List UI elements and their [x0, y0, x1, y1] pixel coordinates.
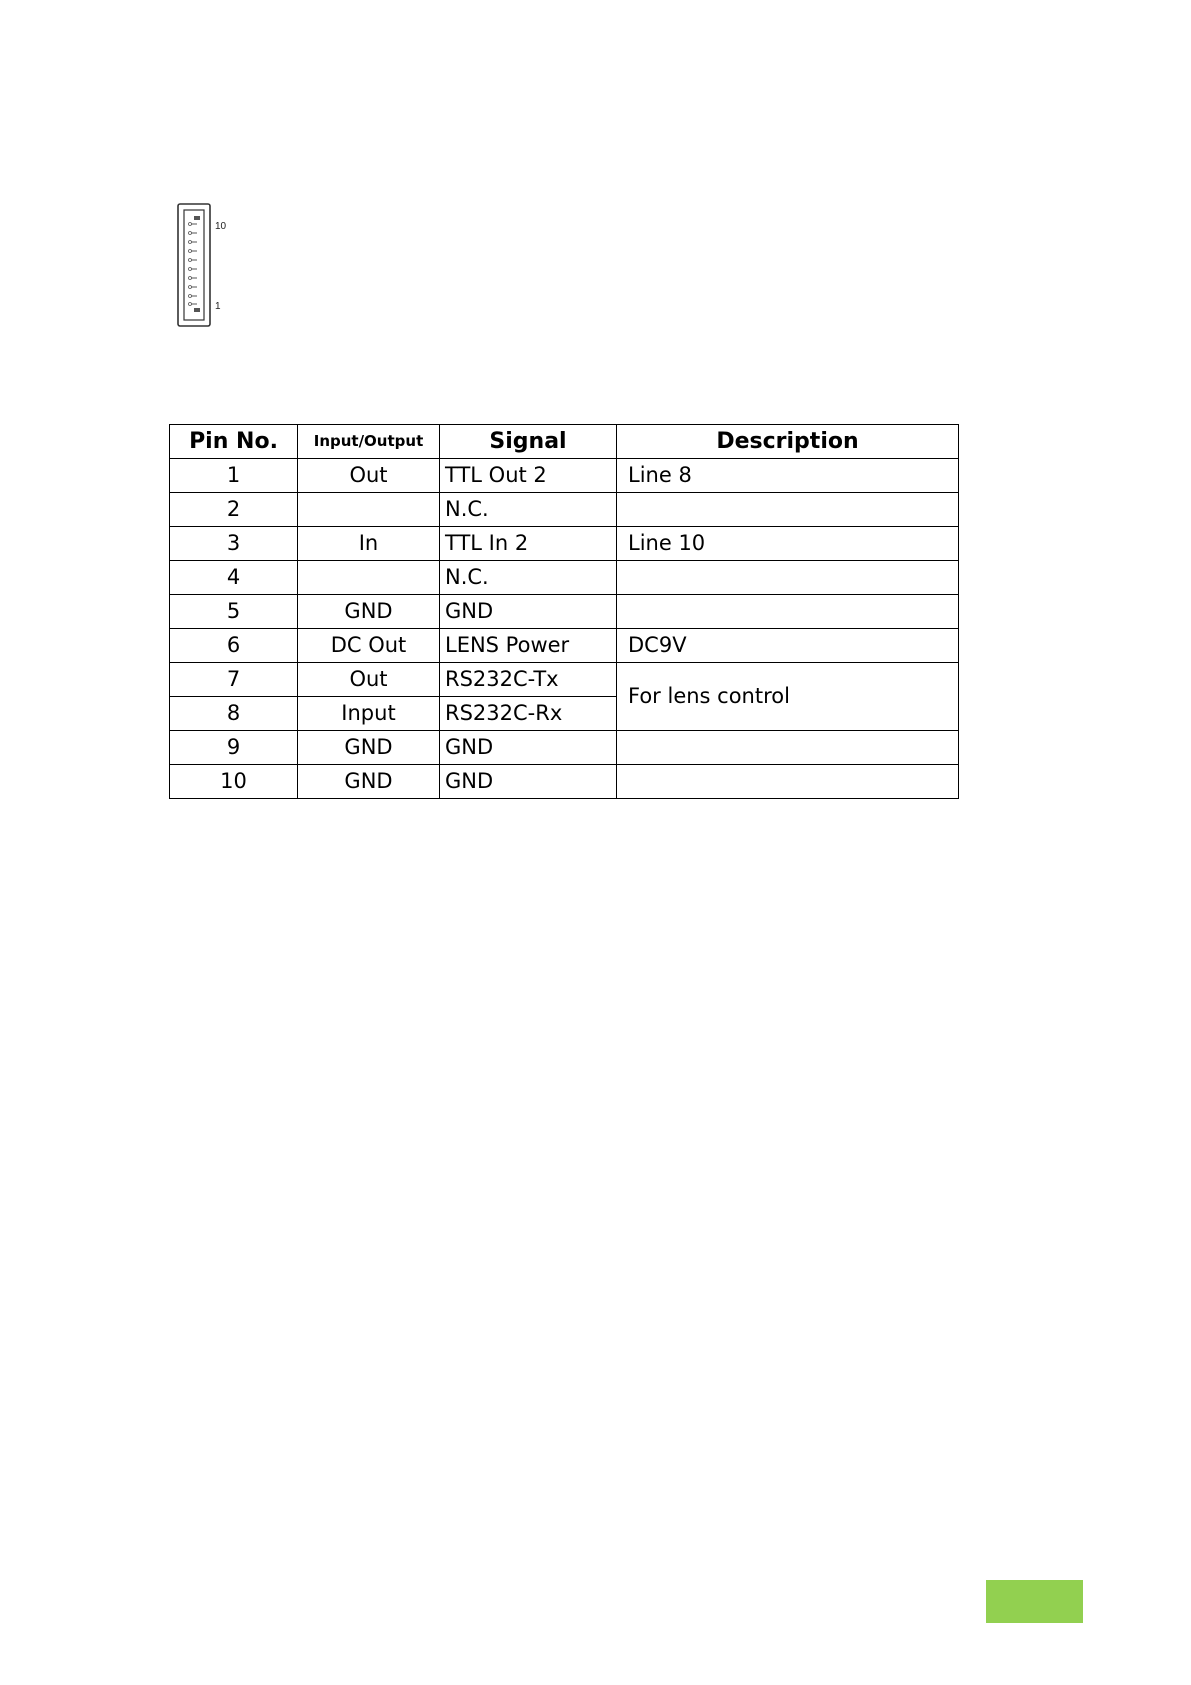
table-row [170, 731, 959, 765]
table-row [170, 493, 959, 527]
cell-description [617, 561, 959, 595]
cell-description: Line 8 [617, 459, 959, 493]
pin-assignment-table [169, 424, 959, 799]
table-row [170, 459, 959, 493]
cell-signal: GND [440, 765, 617, 799]
cell-signal: RS232C-Tx [440, 663, 617, 697]
cell-io: GND [298, 731, 440, 765]
connector-label-bottom: 1 [215, 301, 221, 312]
cell-description-merged: For lens control [617, 663, 959, 731]
cell-pin: 10 [170, 765, 298, 799]
cell-io: GND [298, 765, 440, 799]
cell-io [298, 493, 440, 527]
table-row [170, 527, 959, 561]
cell-io [298, 561, 440, 595]
cell-pin: 2 [170, 493, 298, 527]
cell-pin: 9 [170, 731, 298, 765]
cell-pin: 3 [170, 527, 298, 561]
cell-description [617, 595, 959, 629]
cell-pin: 6 [170, 629, 298, 663]
cell-signal: GND [440, 731, 617, 765]
cell-description: Line 10 [617, 527, 959, 561]
cell-description: DC9V [617, 629, 959, 663]
cell-pin: 1 [170, 459, 298, 493]
header-signal: Signal [440, 425, 617, 459]
cell-description [617, 765, 959, 799]
connector-pins [191, 224, 197, 304]
table-row [170, 765, 959, 799]
cell-description [617, 493, 959, 527]
cell-signal: TTL Out 2 [440, 459, 617, 493]
header-pin-no: Pin No. [170, 425, 298, 459]
cell-pin: 4 [170, 561, 298, 595]
table-row [170, 561, 959, 595]
cell-io: In [298, 527, 440, 561]
table-row [170, 663, 959, 697]
page-tab-marker [986, 1580, 1083, 1623]
cell-signal: GND [440, 595, 617, 629]
cell-pin: 7 [170, 663, 298, 697]
cell-signal: TTL In 2 [440, 527, 617, 561]
connector-label-top: 10 [215, 221, 227, 232]
cell-pin: 8 [170, 697, 298, 731]
cell-pin: 5 [170, 595, 298, 629]
table-row [170, 595, 959, 629]
connector-diagram [160, 180, 240, 340]
cell-signal: N.C. [440, 493, 617, 527]
connector-pin-circles [189, 223, 192, 306]
header-description: Description [617, 425, 959, 459]
cell-description [617, 731, 959, 765]
cell-io: Out [298, 459, 440, 493]
table-row [170, 629, 959, 663]
cell-signal: LENS Power [440, 629, 617, 663]
cell-signal: N.C. [440, 561, 617, 595]
table-header-row [170, 425, 959, 459]
cell-signal: RS232C-Rx [440, 697, 617, 731]
cell-io: DC Out [298, 629, 440, 663]
cell-io: Input [298, 697, 440, 731]
cell-io: GND [298, 595, 440, 629]
header-input-output: Input/Output [298, 425, 440, 459]
cell-io: Out [298, 663, 440, 697]
